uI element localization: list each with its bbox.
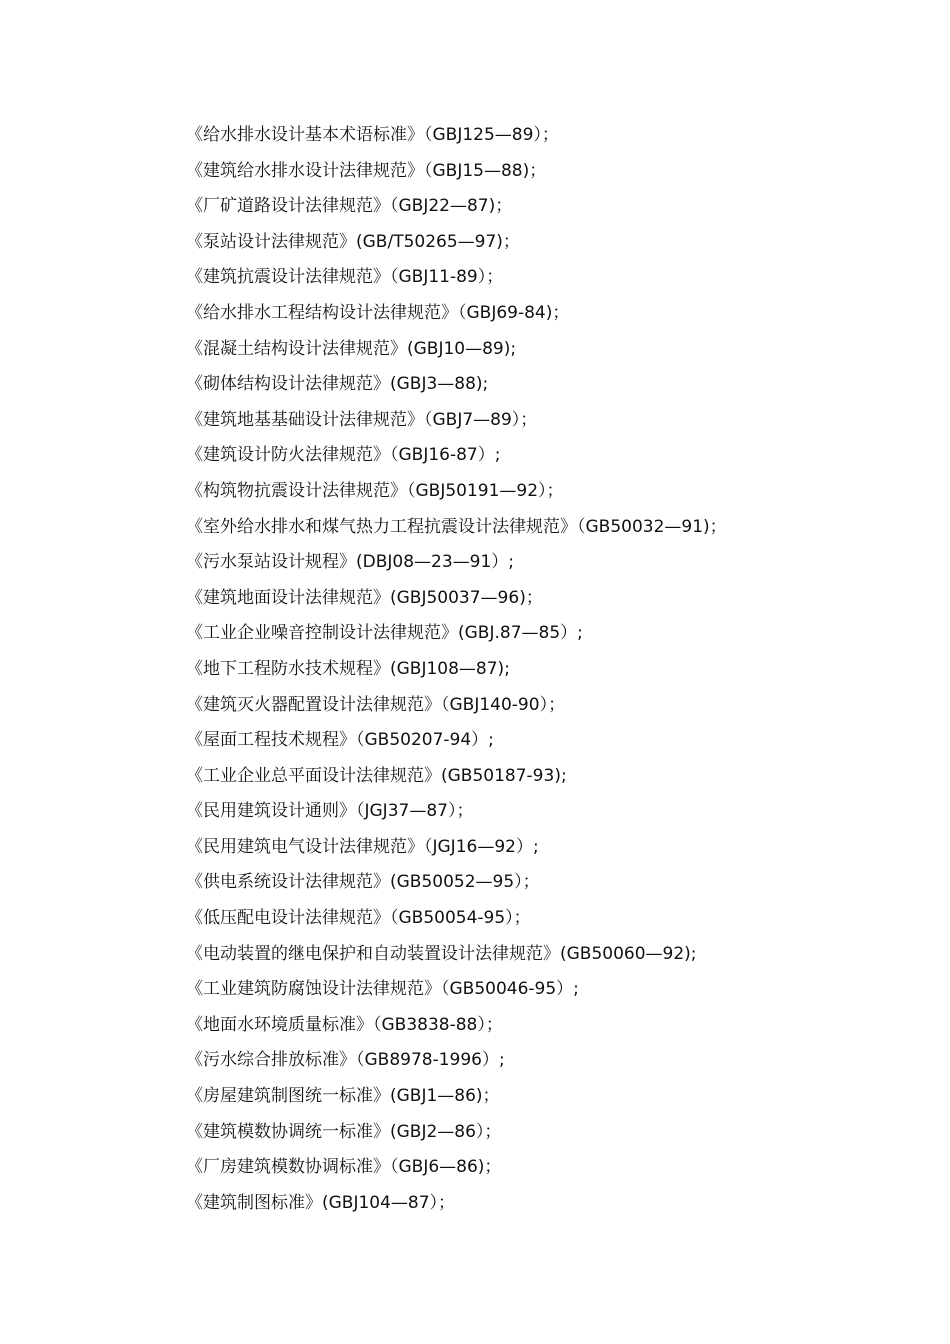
standard-item: 《低压配电设计法律规范》（GB50054-95）； <box>186 908 531 929</box>
standard-item: 《建筑地基基础设计法律规范》（GBJ7—89）； <box>186 409 538 430</box>
standard-item: 《工业企业噪音控制设计法律规范》(GBJ.87—85）; <box>186 623 583 644</box>
standard-item: 《电动装置的继电保护和自动装置设计法律规范》(GB50060—92); <box>186 943 697 964</box>
standard-item: 《给水排水工程结构设计法律规范》（GBJ69-84)； <box>186 302 570 323</box>
standard-item: 《民用建筑设计通则》（JGJ37—87）； <box>186 801 474 822</box>
standard-item: 《房屋建筑制图统一标准》(GBJ1—86)； <box>186 1086 500 1107</box>
standard-item: 《屋面工程技术规程》（GB50207-94）; <box>186 730 494 751</box>
standard-item: 《构筑物抗震设计法律规范》（GBJ50191—92）； <box>186 480 564 501</box>
standard-item: 《建筑设计防火法律规范》（GBJ16-87）; <box>186 445 501 466</box>
standard-item: 《泵站设计法律规范》(GB/T50265—97)； <box>186 231 520 252</box>
standard-item: 《建筑地面设计法律规范》(GBJ50037—96)； <box>186 587 543 608</box>
standard-item: 《混凝土结构设计法律规范》(GBJ10—89); <box>186 338 517 359</box>
standard-item: 《建筑给水排水设计法律规范》（GBJ15—88)； <box>186 160 547 181</box>
standard-item: 《工业企业总平面设计法律规范》(GB50187-93); <box>186 765 567 786</box>
standard-item: 《建筑抗震设计法律规范》（GBJ11-89）； <box>186 267 504 288</box>
standard-item: 《建筑模数协调统一标准》(GBJ2—86）； <box>186 1121 502 1142</box>
standard-item: 《工业建筑防腐蚀设计法律规范》（GB50046-95）; <box>186 979 579 1000</box>
standards-list <box>186 118 727 1221</box>
standard-item: 《厂矿道路设计法律规范》（GBJ22—87)； <box>186 196 513 217</box>
standard-item: 《民用建筑电气设计法律规范》（JGJ16—92）; <box>186 836 539 857</box>
standard-item: 《室外给水排水和煤气热力工程抗震设计法律规范》（GB50032—91)； <box>186 516 727 537</box>
standard-item: 《砌体结构设计法律规范》(GBJ3—88); <box>186 374 489 395</box>
standard-item: 《建筑制图标准》(GBJ104—87）； <box>186 1192 456 1213</box>
standard-item: 《地面水环境质量标准》（GB3838-88）； <box>186 1014 503 1035</box>
standard-item: 《厂房建筑模数协调标准》（GBJ6—86)； <box>186 1157 502 1178</box>
standard-item: 《给水排水设计基本术语标准》（GBJ125—89）； <box>186 125 559 145</box>
standard-item: 《供电系统设计法律规范》(GB50052—95）； <box>186 872 540 893</box>
standard-item: 《地下工程防水技术规程》(GBJ108—87); <box>186 658 510 679</box>
standard-item: 《污水综合排放标准》（GB8978-1996）; <box>186 1050 505 1071</box>
standard-item: 《建筑灭火器配置设计法律规范》（GBJ140-90）； <box>186 694 566 715</box>
standard-item: 《污水泵站设计规程》(DBJ08—23—91）; <box>186 552 515 573</box>
